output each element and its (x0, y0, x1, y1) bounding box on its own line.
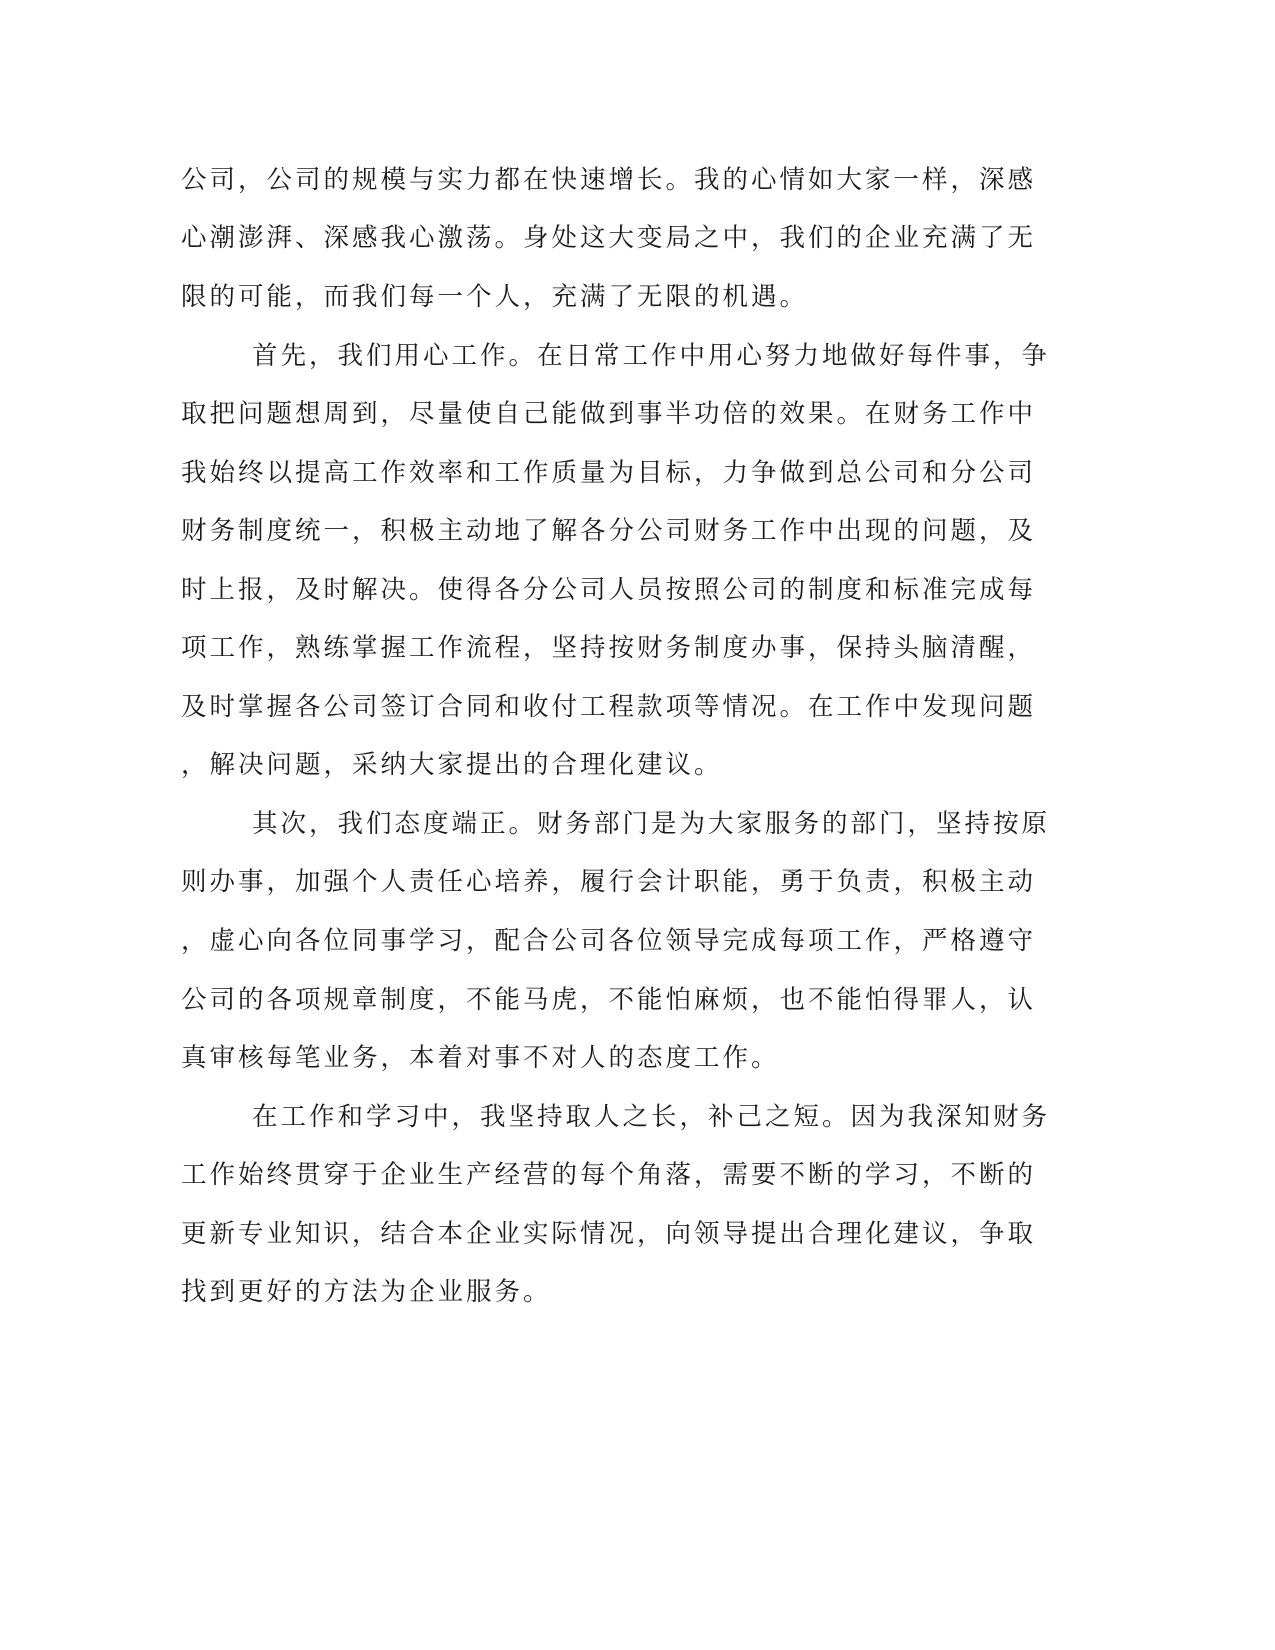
paragraph-3-line-4: 公司的各项规章制度，不能马虎，不能怕麻烦，也不能怕得罪人，认 (181, 985, 1037, 1015)
paragraph-2-line-7: 及时掌握各公司签订合同和收付工程款项等情况。在工作中发现问题 (181, 692, 1037, 722)
paragraph-1-line-2: 心潮澎湃、深感我心激荡。身处这大变局之中，我们的企业充满了无 (181, 223, 1037, 253)
paragraph-4-line-4: 找到更好的方法为企业服务。 (181, 1277, 552, 1307)
paragraph-4-line-3: 更新专业知识，结合本企业实际情况，向领导提出合理化建议，争取 (181, 1219, 1037, 1249)
paragraph-1-line-1: 公司，公司的规模与实力都在快速增长。我的心情如大家一样，深感 (181, 165, 1037, 195)
paragraph-2-line-3: 我始终以提高工作效率和工作质量为目标，力争做到总公司和分公司 (181, 458, 1037, 488)
paragraph-3-line-5: 真审核每笔业务，本着对事不对人的态度工作。 (181, 1043, 780, 1073)
paragraph-3-line-1: 其次，我们态度端正。财务部门是为大家服务的部门，坚持按原 (252, 809, 1051, 839)
paragraph-3-line-3: ，虚心向各位同事学习，配合公司各位领导完成每项工作，严格遵守 (181, 926, 1037, 956)
paragraph-3-line-2: 则办事，加强个人责任心培养，履行会计职能，勇于负责，积极主动 (181, 867, 1037, 897)
paragraph-4-line-2: 工作始终贯穿于企业生产经营的每个角落，需要不断的学习，不断的 (181, 1160, 1037, 1190)
paragraph-2-line-4: 财务制度统一，积极主动地了解各分公司财务工作中出现的问题，及 (181, 516, 1037, 546)
paragraph-2-line-8: ，解决问题，采纳大家提出的合理化建议。 (181, 750, 723, 780)
paragraph-2-line-2: 取把问题想周到，尽量使自己能做到事半功倍的效果。在财务工作中 (181, 399, 1037, 429)
paragraph-2-line-6: 项工作，熟练掌握工作流程，坚持按财务制度办事，保持头脑清醒， (181, 633, 1037, 663)
paragraph-1-line-3: 限的可能，而我们每一个人，充满了无限的机遇。 (181, 282, 809, 312)
paragraph-2-line-5: 时上报，及时解决。使得各分公司人员按照公司的制度和标准完成每 (181, 575, 1037, 605)
paragraph-2-line-1: 首先，我们用心工作。在日常工作中用心努力地做好每件事，争 (252, 341, 1051, 371)
paragraph-4-line-1: 在工作和学习中，我坚持取人之长，补己之短。因为我深知财务 (252, 1102, 1051, 1132)
